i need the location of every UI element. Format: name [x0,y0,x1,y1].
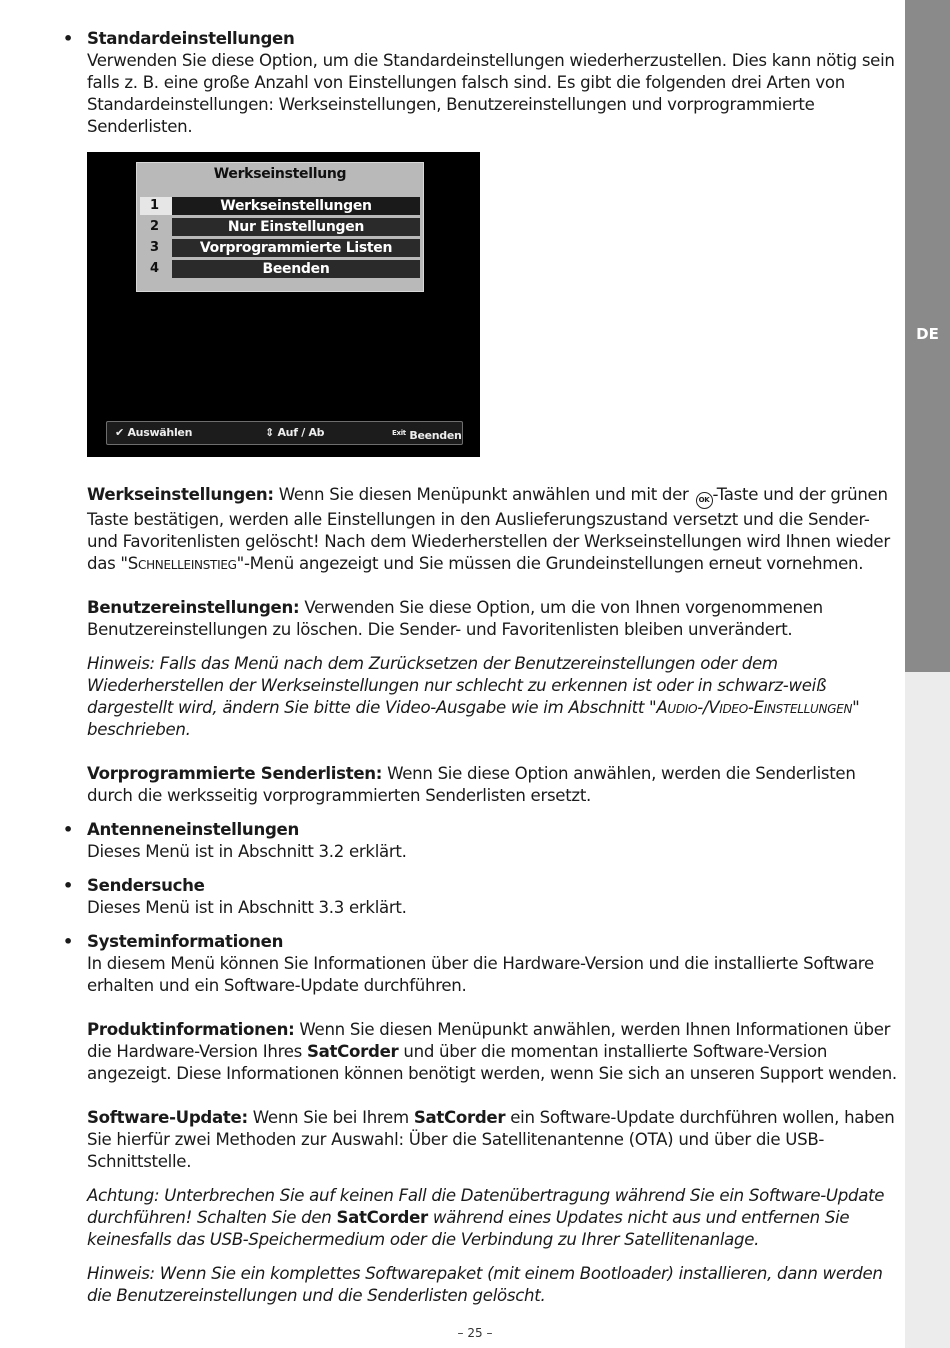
tv-menu-item-number: 3 [150,240,159,255]
tv-menu-item-number: 1 [140,197,178,215]
section-antenneneinstellungen [63,819,899,863]
paragraph-software-update [87,1107,899,1173]
section-title: Sendersuche [87,876,205,895]
tv-menu [136,162,424,292]
paragraph-text: Verwenden Sie diese Option, um die von Ihnen vorgenommenen Benutzereinstellungen zu löschen. Die Sender- und Favoritenlisten bleiben unverändert. [87,598,823,639]
tv-menu-item [140,218,420,236]
paragraph-text: Wenn Sie bei Ihrem [247,1108,414,1127]
paragraph-text: und über die momentan installierte Software-Version angezeigt. Diese Informationen können benötigt werden, wenn Sie sich an unseren Support wenden. [87,1042,897,1083]
section-title: Standardeinstellungen [87,29,295,48]
section-text: In diesem Menü können Sie Informationen über die Hardware-Version und die installierte Software erhalten und ein Software-Update durchführen. [87,954,874,995]
section-sendersuche [63,875,899,919]
bullet-icon: • [63,876,73,895]
tv-menu-item-label: Werkseinstellungen [172,197,420,215]
tv-menu-item [140,260,420,278]
paragraph-text: Wenn Sie diese Option anwählen, werden die Senderlisten durch die werksseitig vorprogrammierten Senderlisten ersetzt. [87,764,856,805]
language-label: DE [916,325,939,343]
brand-name: SatCorder [306,1042,399,1061]
tv-menu-item-label: Vorprogrammierte Listen [172,239,420,257]
note-text: Hinweis: Falls das Menü nach dem Zurücksetzen der Benutzereinstellungen oder dem Wiederherstellen der Werkseinstellungen nur schlecht zu erkennen ist oder in schwarz-weiß dargestellt wird, ändern Sie bitte die Video-Ausgabe wie im Abschnitt " [87,654,827,717]
bullet-icon: • [63,820,73,839]
ok-button-icon: OK [696,492,713,509]
section-systeminformationen [63,931,899,997]
section-title: Antenneneinstellungen [87,820,300,839]
note-bootloader: Hinweis: Wenn Sie ein komplettes Softwarepaket (mit einem Bootloader) installieren, dann werden die Benutzereinstellungen und die Senderlisten gelöscht. [87,1264,883,1305]
tv-menu-item-label: Nur Einstellungen [172,218,420,236]
section-text: Dieses Menü ist in Abschnitt 3.3 erklärt. [87,898,407,917]
side-margin [905,672,950,1348]
paragraph-werkseinstellungen [87,484,899,575]
paragraph-produktinformationen [87,1019,899,1085]
paragraph-title: Werkseinstellungen: [87,485,274,504]
section-title: Systeminformationen [87,932,284,951]
tv-menu-item-number: 4 [150,261,159,276]
tv-footer-exit [392,422,462,444]
tv-screenshot [87,152,480,457]
tv-menu-item-label: Beenden [172,260,420,278]
tv-menu-item [140,197,420,215]
updown-arrow-icon: ⇕ [265,426,274,439]
paragraph-text: -Taste und der grünen Taste bestätigen, werden alle Einstellungen in den Auslieferungszustand versetzt und die Sender- und Favoritenlisten gelöscht! Nach dem Wiederherstellen der Werkseinstellungen wird Ihnen wieder das " [87,485,890,573]
section-standardeinstellungen [63,28,899,138]
note-text: " beschrieben. [87,698,860,739]
checkmark-icon: ✔ [115,426,124,439]
tv-footer-updown [265,422,324,444]
tv-footer-select [115,422,192,444]
paragraph-text: ein Software-Update durchführen wollen, haben Sie hierfür zwei Methoden zur Auswahl: Über die Satellitenantenne (OTA) und über die USB-Schnittstelle. [87,1108,895,1171]
paragraph-text: "-Menü angezeigt und Sie müssen die Grundeinstellungen erneut vornehmen. [236,554,864,573]
section-reference: Audio-/Video-Einstellungen [656,698,853,717]
paragraph-title: Vorprogrammierte Senderlisten: [87,764,383,783]
tv-menu-item [140,239,420,257]
tv-footer-bar [106,421,463,445]
tv-footer-exit-label: Beenden [409,429,462,442]
note-video-output [87,653,899,741]
paragraph-title: Software-Update: [87,1108,248,1127]
tv-footer-updown-label: Auf / Ab [277,426,325,439]
section-text: Verwenden Sie diese Option, um die Standardeinstellungen wiederherzustellen. Dies kann nötig sein falls z. B. eine große Anzahl von Einstellungen falsch sind. Es gibt die folgenden drei Arten von Standardeinstellungen: Werkseinstellungen, Benutzereinstellungen und vorprogrammierte Senderlisten. [87,51,895,136]
paragraph-text: Wenn Sie diesen Menüpunkt anwählen, werden Ihnen Informationen über die Hardware-Version Ihres [87,1020,891,1061]
warning-note [87,1185,899,1251]
note-text: während eines Updates nicht aus und entfernen Sie keinesfalls das USB-Speichermedium oder die Verbindung zu Ihrer Satellitenanlage. [87,1208,850,1249]
paragraph-vorprogrammierte-senderlisten [87,763,899,807]
page-number: – 25 – [457,1326,493,1340]
tv-menu-item-number: 2 [150,219,159,234]
paragraph-benutzereinstellungen [87,597,899,641]
brand-name: SatCorder [336,1208,428,1227]
tv-menu-title: Werkseinstellung [213,166,347,182]
bullet-icon: • [63,932,73,951]
paragraph-text: Wenn Sie diesen Menüpunkt anwählen und mit der [273,485,694,504]
tv-footer-select-label: Auswählen [127,426,193,439]
menu-term: Schnelleinstieg [127,554,237,573]
note-text: Achtung: Unterbrechen Sie auf keinen Fall die Datenübertragung während Sie ein Software-Update durchführen! Schalten Sie den [87,1186,885,1227]
bullet-icon: • [63,29,73,48]
paragraph-title: Produktinformationen: [87,1020,295,1039]
exit-key-icon: Exit [392,429,406,437]
page-content [63,28,899,1307]
brand-name: SatCorder [413,1108,506,1127]
section-text: Dieses Menü ist in Abschnitt 3.2 erklärt. [87,842,407,861]
paragraph-title: Benutzereinstellungen: [87,598,300,617]
